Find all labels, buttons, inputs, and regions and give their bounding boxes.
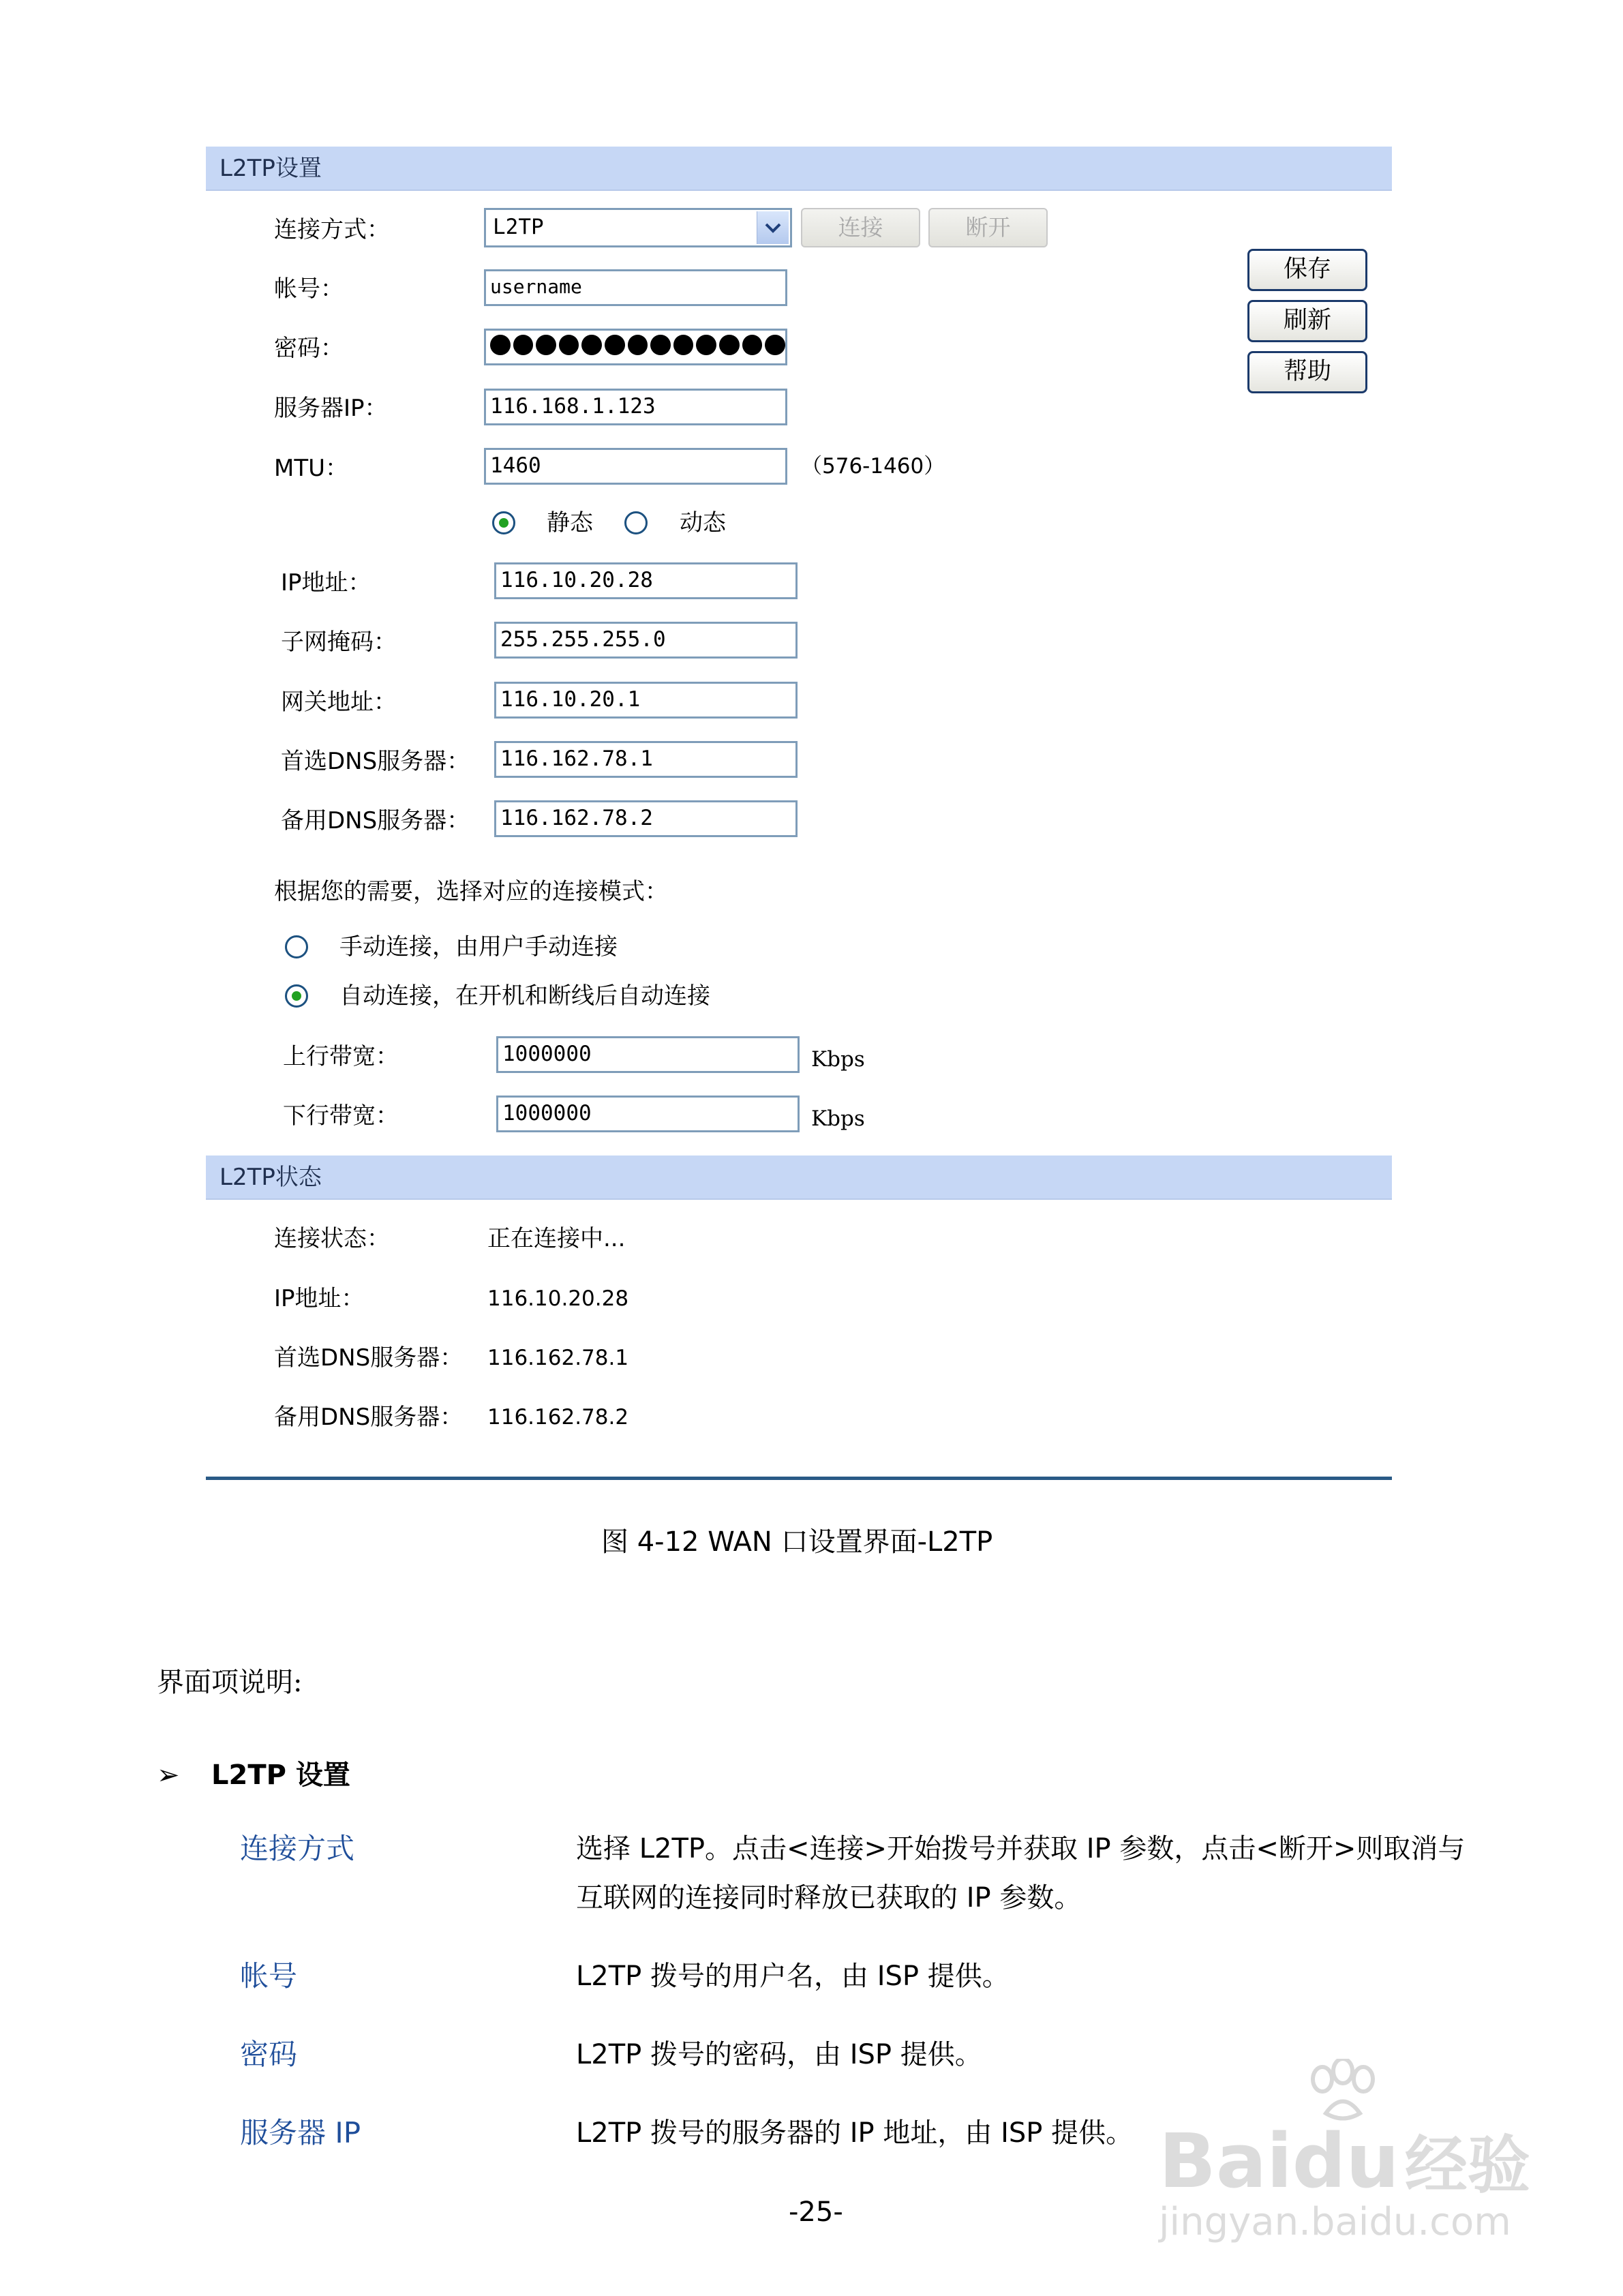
term-server-ip: 服务器 IP [240,2116,361,2149]
status-section-header [206,1155,1392,1200]
watermark-brand: Bai [1159,2117,1292,2205]
static-radio[interactable] [492,511,515,534]
desc-account: L2TP 拨号的用户名，由 ISP 提供。 [576,1961,1010,1992]
dynamic-radio[interactable] [624,511,648,534]
manual-mode-radio[interactable] [285,935,308,958]
status-secondary-dns-value: 116.162.78.2 [487,1405,629,1430]
primary-dns-input[interactable]: 116.162.78.1 [494,741,798,778]
password-label: 密码： [274,335,344,362]
password-dot [673,335,694,355]
manual-mode-label: 手动连接，由用户手动连接 [339,933,618,961]
password-dot [605,335,625,355]
connect-mode-prompt: 根据您的需要，选择对应的连接模式： [274,878,668,905]
page-number: -25- [789,2196,843,2228]
refresh-button[interactable]: 刷新 [1247,300,1367,342]
mtu-range-hint: （576-1460） [801,454,945,479]
secondary-dns-label: 备用DNS服务器： [281,807,470,834]
password-dot [628,335,648,355]
disconnect-button[interactable]: 断开 [928,208,1048,247]
panel-bottom-divider [206,1477,1392,1480]
account-input[interactable]: username [484,269,787,306]
status-primary-dns-label: 首选DNS服务器： [274,1344,464,1372]
watermark-url: jingyan.baidu.com [1159,2200,1511,2244]
gateway-label: 网关地址： [281,689,397,716]
desc-connection-type: 选择 L2TP。点击<连接>开始拨号并获取 IP 参数，点击<断开>则取消与互联网的连接同时释放已获取的 IP 参数。 [576,1833,1466,1914]
connection-type-select[interactable] [484,208,792,247]
figure-caption: 图 4-12 WAN 口设置界面-L2TP [601,1526,993,1558]
password-input[interactable] [484,329,787,365]
downstream-label: 下行带宽： [283,1102,399,1130]
auto-mode-label: 自动连接，在开机和断线后自动连接 [339,982,710,1010]
dynamic-label: 动态 [680,509,726,537]
password-dot [742,335,763,355]
upstream-label: 上行带宽： [283,1043,399,1070]
primary-dns-label: 首选DNS服务器： [281,748,470,775]
gateway-input[interactable]: 116.10.20.1 [494,682,798,719]
subnet-mask-input[interactable]: 255.255.255.0 [494,622,798,659]
doc-intro: 界面项说明: [157,1667,303,1698]
connect-button[interactable]: 连接 [801,208,920,247]
password-dot [536,335,556,355]
password-dot [581,335,602,355]
settings-section-title: L2TP设置 [219,155,322,182]
status-ip-value: 116.10.20.28 [487,1286,629,1311]
help-button[interactable]: 帮助 [1247,351,1367,393]
static-label: 静态 [547,509,593,537]
subnet-mask-label: 子网掩码： [281,629,397,656]
upstream-input[interactable]: 1000000 [496,1036,800,1073]
term-account: 帐号 [240,1959,298,1993]
server-ip-label: 服务器IP： [274,395,388,422]
save-button[interactable]: 保存 [1247,249,1367,291]
term-connection-type: 连接方式 [240,1832,355,1865]
password-dot [719,335,740,355]
password-mask [490,331,785,355]
downstream-unit: Kbps [811,1106,865,1131]
downstream-input[interactable]: 1000000 [496,1096,800,1132]
mtu-input[interactable]: 1460 [484,448,787,485]
desc-password: L2TP 拨号的密码，由 ISP 提供。 [576,2039,982,2070]
connection-type-value: L2TP [493,215,544,239]
status-section-title: L2TP状态 [219,1164,322,1191]
status-primary-dns-value: 116.162.78.1 [487,1346,629,1370]
status-ip-label: IP地址： [274,1285,365,1312]
term-password: 密码 [240,2038,298,2071]
password-dot [765,335,785,355]
watermark-logo [1159,2059,1541,2250]
secondary-dns-input[interactable]: 116.162.78.2 [494,800,798,837]
section-title: L2TP 设置 [211,1759,350,1791]
password-dot [696,335,716,355]
account-label: 帐号： [274,275,344,303]
server-ip-input[interactable]: 116.168.1.123 [484,389,787,425]
status-connection-label: 连接状态： [274,1225,390,1252]
paw-icon [1302,2059,1384,2127]
password-dot [559,335,579,355]
status-connection-value: 正在连接中... [487,1225,626,1252]
password-dot [513,335,534,355]
upstream-unit: Kbps [811,1047,865,1072]
mtu-label: MTU： [274,455,348,482]
ip-address-label: IP地址： [281,569,371,596]
connection-type-label: 连接方式： [274,216,390,243]
status-secondary-dns-label: 备用DNS服务器： [274,1404,464,1431]
password-dot [650,335,671,355]
watermark-brand-cn: 经验 [1404,2129,1530,2202]
watermark-brand2: du [1292,2117,1399,2205]
password-dot [490,335,511,355]
auto-mode-radio[interactable] [285,984,308,1008]
ip-address-input[interactable]: 116.10.20.28 [494,562,798,599]
chevron-down-icon[interactable] [757,211,789,244]
settings-section-header [206,147,1392,191]
section-bullet: ➢ [157,1759,180,1791]
desc-server-ip: L2TP 拨号的服务器的 IP 地址，由 ISP 提供。 [576,2117,1134,2149]
